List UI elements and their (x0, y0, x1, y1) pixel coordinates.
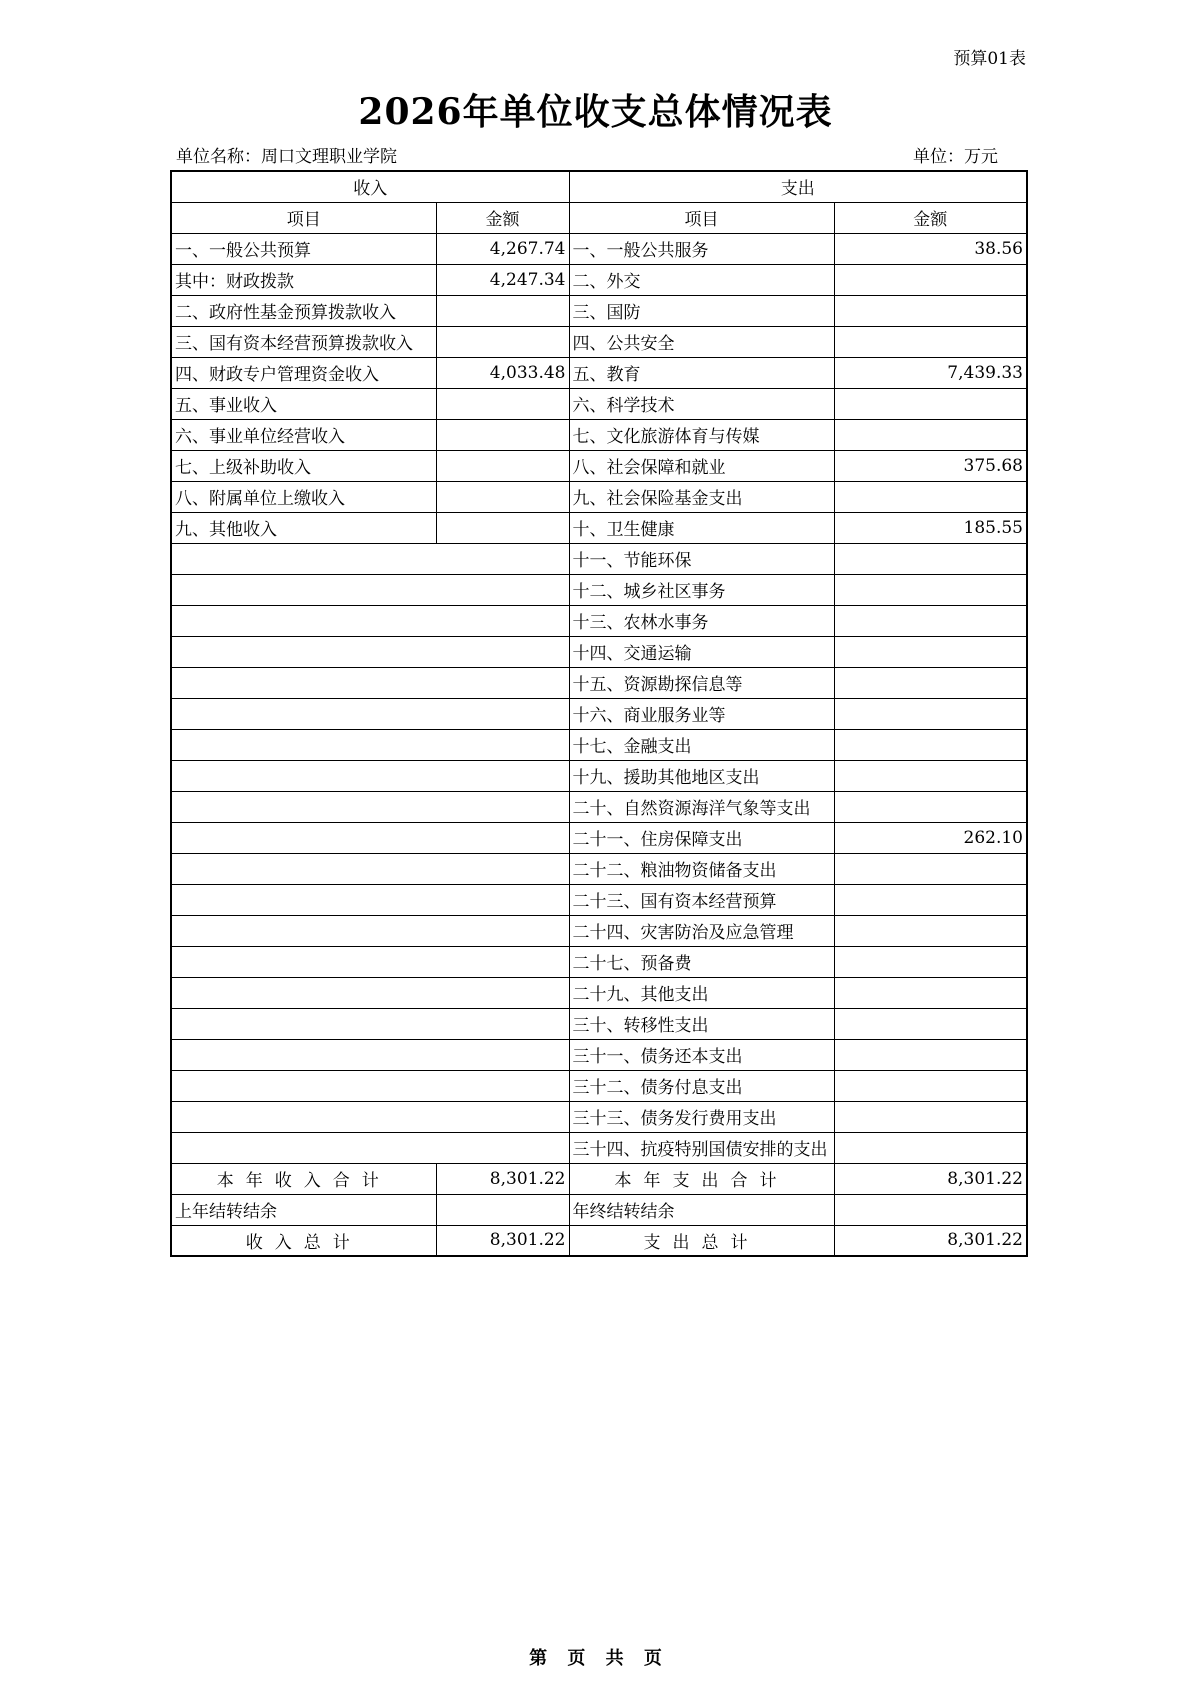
expense-total-amount: 8,301.22 (834, 1225, 1027, 1256)
year-expense-amount: 8,301.22 (834, 1163, 1027, 1194)
expense-item-cell: 十一、节能环保 (569, 543, 834, 574)
income-item-cell: 七、上级补助收入 (171, 450, 436, 481)
table-row (171, 481, 1027, 512)
table-row (171, 1070, 1027, 1101)
income-amount-header: 金额 (436, 202, 569, 233)
income-amount-cell (436, 326, 569, 357)
income-amount-cell: 4,033.48 (436, 357, 569, 388)
carryover-label: 上年结转结余 (171, 1194, 436, 1225)
section-header-row (171, 171, 1027, 202)
table-row (171, 543, 1027, 574)
income-item-cell: 四、财政专户管理资金收入 (171, 357, 436, 388)
income-empty-cell (171, 605, 569, 636)
expense-amount-cell (834, 977, 1027, 1008)
income-empty-cell (171, 760, 569, 791)
table-row (171, 450, 1027, 481)
expense-amount-cell (834, 915, 1027, 946)
income-item-cell: 三、国有资本经营预算拨款收入 (171, 326, 436, 357)
table-row (171, 574, 1027, 605)
income-empty-cell (171, 636, 569, 667)
unit-measure: 单位：万元 (913, 147, 998, 167)
table-row (171, 977, 1027, 1008)
income-empty-cell (171, 884, 569, 915)
income-amount-cell (436, 295, 569, 326)
expense-amount-cell (834, 698, 1027, 729)
table-row (171, 853, 1027, 884)
unit-name: 单位名称：周口文理职业学院 (176, 147, 397, 167)
income-item-cell: 九、其他收入 (171, 512, 436, 543)
expense-item-cell: 三十四、抗疫特别国债安排的支出 (569, 1132, 834, 1163)
expense-item-cell: 八、社会保障和就业 (569, 450, 834, 481)
expense-amount-cell: 375.68 (834, 450, 1027, 481)
table-row (171, 326, 1027, 357)
form-code: 预算01表 (953, 49, 1026, 69)
expense-item-cell: 二十、自然资源海洋气象等支出 (569, 791, 834, 822)
year-expense-label: 本年支出合计 (569, 1163, 834, 1194)
table-row (171, 295, 1027, 326)
column-header-row (171, 202, 1027, 233)
page-title: 2026年单位收支总体情况表 (358, 91, 833, 133)
income-empty-cell (171, 698, 569, 729)
expense-item-cell: 二十三、国有资本经营预算 (569, 884, 834, 915)
expense-amount-cell (834, 1101, 1027, 1132)
year-end-label: 年终结转结余 (569, 1194, 834, 1225)
income-amount-cell (436, 388, 569, 419)
income-empty-cell (171, 822, 569, 853)
income-total-amount: 8,301.22 (436, 1225, 569, 1256)
page-footer: 第 页 共 页 (529, 1648, 662, 1669)
income-empty-cell (171, 853, 569, 884)
grand-total-row (171, 1225, 1027, 1256)
income-empty-cell (171, 543, 569, 574)
expense-amount-cell (834, 1008, 1027, 1039)
expense-amount-cell (834, 295, 1027, 326)
expense-section-header: 支出 (569, 171, 1027, 202)
expense-amount-cell: 185.55 (834, 512, 1027, 543)
table-row (171, 698, 1027, 729)
expense-item-cell: 二十七、预备费 (569, 946, 834, 977)
expense-amount-cell: 38.56 (834, 233, 1027, 264)
expense-item-cell: 三、国防 (569, 295, 834, 326)
expense-amount-cell (834, 388, 1027, 419)
income-amount-cell: 4,267.74 (436, 233, 569, 264)
income-empty-cell (171, 1039, 569, 1070)
expense-item-cell: 五、教育 (569, 357, 834, 388)
income-item-cell: 二、政府性基金预算拨款收入 (171, 295, 436, 326)
expense-amount-cell (834, 264, 1027, 295)
table-row (171, 1008, 1027, 1039)
expense-amount-cell (834, 1132, 1027, 1163)
income-item-header: 项目 (171, 202, 436, 233)
expense-item-cell: 十三、农林水事务 (569, 605, 834, 636)
income-empty-cell (171, 729, 569, 760)
expense-amount-cell (834, 667, 1027, 698)
table-row (171, 264, 1027, 295)
year-income-amount: 8,301.22 (436, 1163, 569, 1194)
expense-item-cell: 二、外交 (569, 264, 834, 295)
expense-item-cell: 十四、交通运输 (569, 636, 834, 667)
table-row (171, 357, 1027, 388)
income-section-header: 收入 (171, 171, 569, 202)
expense-amount-cell: 7,439.33 (834, 357, 1027, 388)
expense-amount-cell (834, 946, 1027, 977)
table-row (171, 512, 1027, 543)
expense-amount-cell (834, 884, 1027, 915)
expense-item-cell: 三十、转移性支出 (569, 1008, 834, 1039)
expense-item-cell: 十九、援助其他地区支出 (569, 760, 834, 791)
income-empty-cell (171, 574, 569, 605)
expense-amount-cell (834, 760, 1027, 791)
expense-item-cell: 二十二、粮油物资储备支出 (569, 853, 834, 884)
table-row (171, 667, 1027, 698)
table-row (171, 636, 1027, 667)
expense-item-cell: 十六、商业服务业等 (569, 698, 834, 729)
year-end-amount (834, 1194, 1027, 1225)
expense-item-cell: 十七、金融支出 (569, 729, 834, 760)
year-total-row (171, 1163, 1027, 1194)
expense-amount-cell (834, 419, 1027, 450)
carryover-amount (436, 1194, 569, 1225)
table-row (171, 605, 1027, 636)
expense-amount-cell (834, 853, 1027, 884)
table-row (171, 1132, 1027, 1163)
expense-item-cell: 三十三、债务发行费用支出 (569, 1101, 834, 1132)
expense-item-cell: 九、社会保险基金支出 (569, 481, 834, 512)
table-row (171, 822, 1027, 853)
expense-amount-cell (834, 481, 1027, 512)
income-item-cell: 五、事业收入 (171, 388, 436, 419)
income-item-cell: 其中：财政拨款 (171, 264, 436, 295)
table-row (171, 946, 1027, 977)
income-amount-cell: 4,247.34 (436, 264, 569, 295)
expense-item-cell: 三十一、债务还本支出 (569, 1039, 834, 1070)
expense-item-cell: 十二、城乡社区事务 (569, 574, 834, 605)
table-row (171, 1101, 1027, 1132)
income-amount-cell (436, 512, 569, 543)
income-amount-cell (436, 481, 569, 512)
expense-item-cell: 一、一般公共服务 (569, 233, 834, 264)
expense-amount-cell (834, 326, 1027, 357)
income-empty-cell (171, 1070, 569, 1101)
income-item-cell: 六、事业单位经营收入 (171, 419, 436, 450)
income-item-cell: 八、附属单位上缴收入 (171, 481, 436, 512)
table-row (171, 791, 1027, 822)
income-empty-cell (171, 977, 569, 1008)
expense-item-cell: 二十一、住房保障支出 (569, 822, 834, 853)
expense-item-cell: 二十四、灾害防治及应急管理 (569, 915, 834, 946)
expense-amount-cell (834, 791, 1027, 822)
expense-total-label: 支出总计 (569, 1225, 834, 1256)
expense-item-cell: 三十二、债务付息支出 (569, 1070, 834, 1101)
expense-item-cell: 十、卫生健康 (569, 512, 834, 543)
income-amount-cell (436, 450, 569, 481)
expense-item-cell: 十五、资源勘探信息等 (569, 667, 834, 698)
income-empty-cell (171, 1008, 569, 1039)
expense-amount-cell (834, 605, 1027, 636)
income-total-label: 收入总计 (171, 1225, 436, 1256)
expense-amount-cell (834, 1070, 1027, 1101)
carryover-row (171, 1194, 1027, 1225)
income-amount-cell (436, 419, 569, 450)
income-empty-cell (171, 946, 569, 977)
expense-amount-cell (834, 636, 1027, 667)
table-row (171, 729, 1027, 760)
expense-item-cell: 七、文化旅游体育与传媒 (569, 419, 834, 450)
expense-amount-cell (834, 729, 1027, 760)
expense-amount-cell (834, 1039, 1027, 1070)
expense-item-cell: 六、科学技术 (569, 388, 834, 419)
budget-table (170, 170, 1028, 1257)
income-empty-cell (171, 1101, 569, 1132)
budget-table-wrapper (170, 170, 1026, 1257)
expense-item-header: 项目 (569, 202, 834, 233)
table-row (171, 1039, 1027, 1070)
table-row (171, 388, 1027, 419)
income-empty-cell (171, 791, 569, 822)
year-income-label: 本年收入合计 (171, 1163, 436, 1194)
expense-amount-header: 金额 (834, 202, 1027, 233)
table-row (171, 884, 1027, 915)
expense-amount-cell: 262.10 (834, 822, 1027, 853)
expense-item-cell: 二十九、其他支出 (569, 977, 834, 1008)
table-row (171, 915, 1027, 946)
table-row (171, 760, 1027, 791)
income-empty-cell (171, 1132, 569, 1163)
table-row (171, 233, 1027, 264)
income-empty-cell (171, 667, 569, 698)
table-row (171, 419, 1027, 450)
expense-item-cell: 四、公共安全 (569, 326, 834, 357)
income-item-cell: 一、一般公共预算 (171, 233, 436, 264)
income-empty-cell (171, 915, 569, 946)
expense-amount-cell (834, 543, 1027, 574)
expense-amount-cell (834, 574, 1027, 605)
